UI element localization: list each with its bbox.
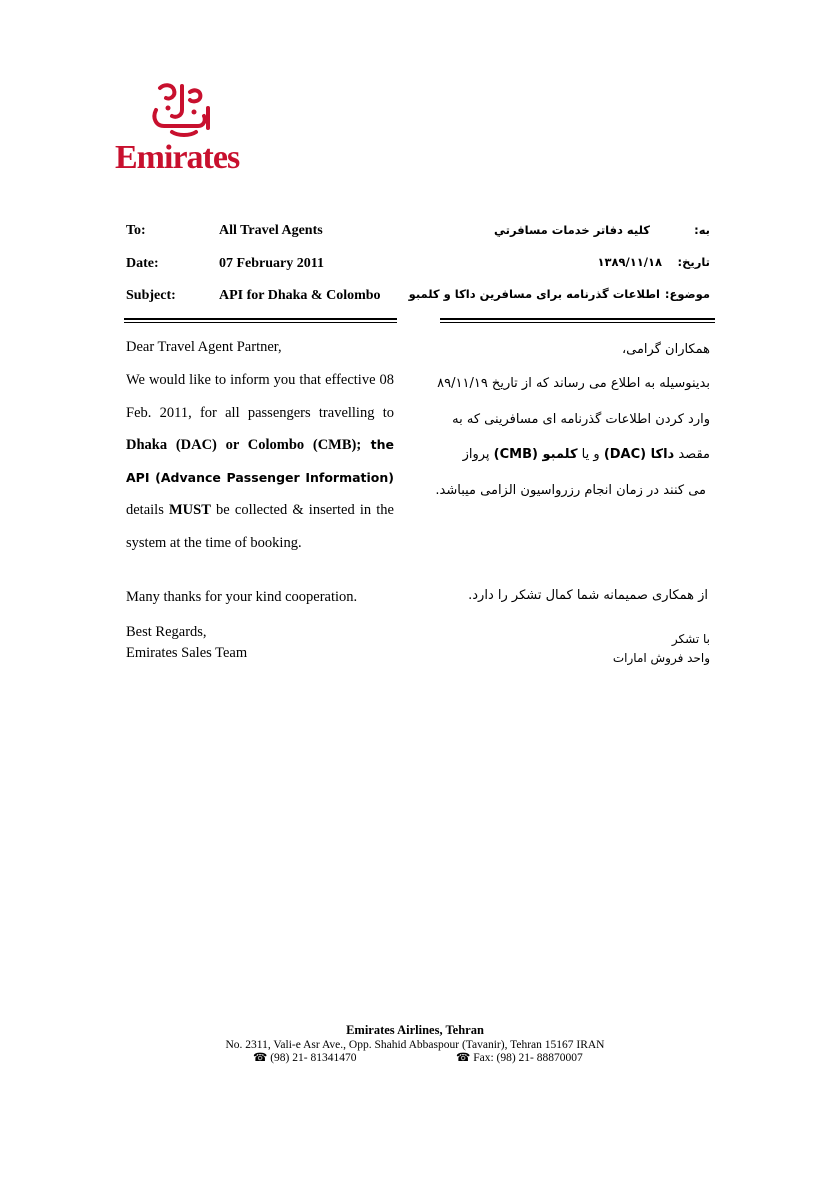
to-value: All Travel Agents xyxy=(219,223,323,238)
team-en: Emirates Sales Team xyxy=(126,645,248,661)
team-fa: واحد فروش امارات xyxy=(612,651,710,665)
p1-text-details: details xyxy=(126,502,169,518)
fa-line-3-a: مقصد xyxy=(678,447,710,462)
telephone-icon: ☎ xyxy=(253,1052,268,1064)
to-label: To: xyxy=(126,223,146,238)
p1-destinations: Dhaka (DAC) or Colombo (CMB); xyxy=(126,437,362,453)
footer-phone-number: (98) 21- 81341470 xyxy=(270,1052,357,1064)
p1-text-end: be collected & inserted in the system at the time of booking. xyxy=(126,502,394,551)
subject-label: Subject: xyxy=(126,288,176,303)
body-paragraph-en xyxy=(126,364,394,559)
greeting-fa: همکاران گرامی، xyxy=(621,342,710,357)
fa-line-3-dhaka: داکا (DAC) xyxy=(603,447,675,462)
fa-line-4: می کنند در زمان انجام رزرواسیون الزامی میباشد. xyxy=(435,483,706,498)
fa-line-2: وارد کردن اطلاعات گذرنامه ای مسافرینی که به xyxy=(452,412,710,427)
subject-value: API for Dhaka & Colombo xyxy=(219,288,381,303)
fa-subject-value: اطلاعات گذرنامه برای مسافرین داکا و کلمبو xyxy=(408,287,660,301)
regards-en: Best Regards, xyxy=(126,624,207,640)
fa-to-label: به: xyxy=(694,223,710,237)
fa-to-value: کلیه دفاتر خدمات مسافرتي xyxy=(494,223,650,237)
fa-subject-label: موضوع: xyxy=(664,287,710,301)
telephone-icon: ☎ xyxy=(456,1052,471,1064)
emirates-logo xyxy=(112,80,252,180)
date-value: 07 February 2011 xyxy=(219,256,324,271)
fa-line-3-flight: پرواز xyxy=(462,447,490,462)
p1-api: API (Advance Passenger Information) xyxy=(126,469,394,485)
fa-line-3 xyxy=(463,447,710,462)
regards-fa: با تشکر xyxy=(671,632,710,646)
fa-date-label: تاریخ: xyxy=(677,255,710,269)
p1-must: MUST xyxy=(169,502,211,518)
thanks-en: Many thanks for your kind cooperation. xyxy=(126,589,358,605)
date-label: Date: xyxy=(126,256,159,271)
divider-right xyxy=(440,318,715,323)
fa-line-3-colombo: کلمبو (CMB) xyxy=(493,447,578,462)
footer-address: No. 2311, Vali-e Asr Ave., Opp. Shahid Abbaspour (Tavanir), Tehran 15167 IRAN xyxy=(225,1039,605,1051)
footer-fax-number: Fax: (98) 21- 88870007 xyxy=(473,1052,583,1064)
footer-company: Emirates Airlines, Tehran xyxy=(346,1023,484,1037)
footer-fax xyxy=(456,1051,583,1065)
fa-line-3-or: و یا xyxy=(581,447,600,462)
greeting-en: Dear Travel Agent Partner, xyxy=(126,339,282,355)
fa-date-value: ۱۳۸۹/۱۱/۱۸ xyxy=(597,255,662,269)
p1-text-a: We would like to inform you that effective 08 Feb. 2011, for all passengers travelling to xyxy=(126,372,394,421)
arabic-calligraphy-mark xyxy=(112,80,252,142)
fa-line-1: بدینوسیله به اطلاع می رساند که از تاریخ ۸۹/۱۱/۱۹ xyxy=(437,376,710,391)
p1-text-the: the xyxy=(361,437,394,452)
logo-wordmark: Emirates xyxy=(115,139,240,176)
footer-phone xyxy=(253,1051,356,1065)
thanks-fa: از همکاری صمیمانه شما کمال تشکر را دارد. xyxy=(468,588,708,603)
divider-left xyxy=(124,318,397,323)
